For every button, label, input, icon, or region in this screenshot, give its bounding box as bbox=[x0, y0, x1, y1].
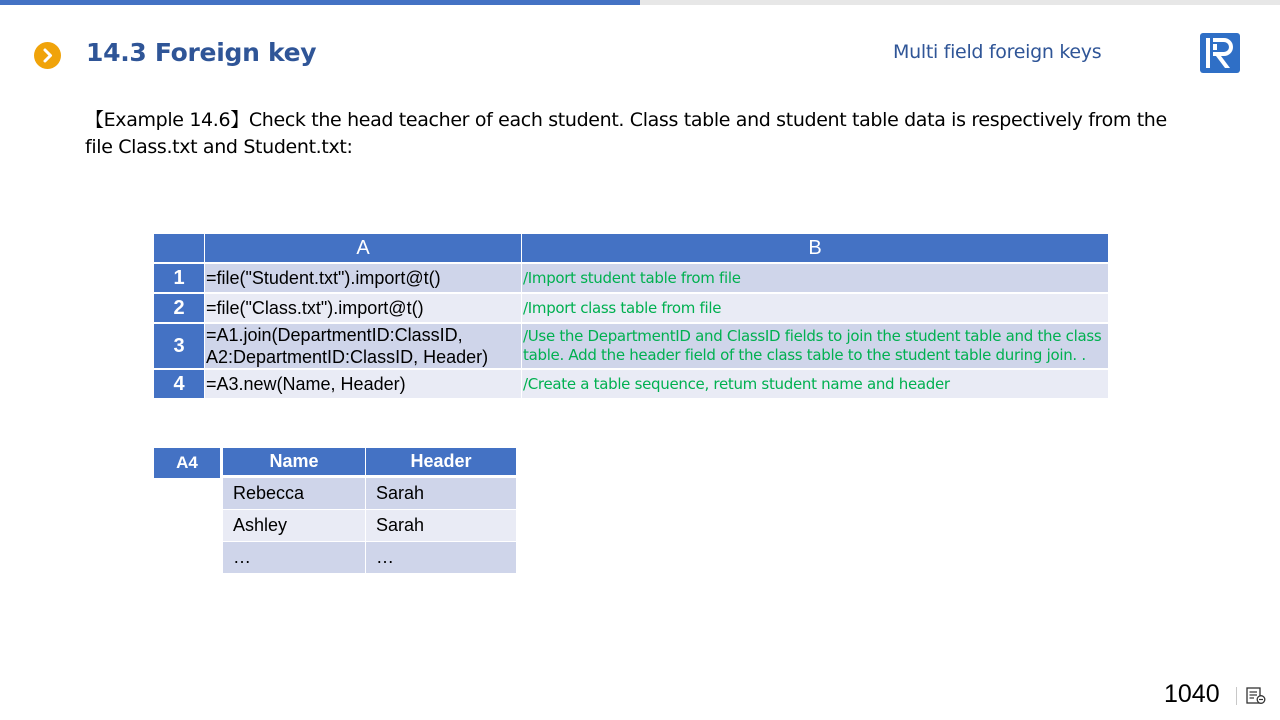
chevron-right-icon bbox=[34, 42, 61, 69]
progress-fill bbox=[0, 0, 640, 5]
result-header bbox=[223, 448, 517, 478]
row-number: 2 bbox=[154, 294, 205, 324]
example-description: 【Example 14.6】Check the head teacher of each student. Class table and student table data is respectively from the file Class.txt and Student.txt: bbox=[85, 109, 1167, 158]
page-title: 14.3 Foreign key bbox=[86, 38, 317, 67]
section-subtitle: Multi field foreign keys bbox=[893, 41, 1102, 63]
comment-cell: /Import student table from file bbox=[522, 264, 1109, 294]
code-row bbox=[154, 294, 1109, 324]
name-cell: Rebecca bbox=[223, 478, 366, 510]
table-row bbox=[223, 510, 517, 542]
column-header-name: Name bbox=[223, 448, 366, 478]
corner-cell bbox=[154, 234, 205, 264]
code-row bbox=[154, 370, 1109, 400]
result-table bbox=[223, 448, 517, 574]
comment-cell: /Use the DepartmentID and ClassID fields to join the student table and the class table. Add the header field of the class table to the student table during join. . bbox=[522, 324, 1109, 370]
table-row bbox=[223, 478, 517, 510]
name-cell: Ashley bbox=[223, 510, 366, 542]
column-header-b: B bbox=[522, 234, 1109, 264]
code-grid bbox=[154, 234, 1109, 400]
table-row bbox=[223, 542, 517, 574]
code-row bbox=[154, 264, 1109, 294]
progress-track bbox=[0, 0, 1280, 5]
comment-cell: /Import class table from file bbox=[522, 294, 1109, 324]
name-cell: … bbox=[223, 542, 366, 574]
row-number: 4 bbox=[154, 370, 205, 400]
page-number: 1040 bbox=[1164, 680, 1220, 708]
logo-icon bbox=[1199, 32, 1241, 74]
row-number: 1 bbox=[154, 264, 205, 294]
footer-divider bbox=[1236, 687, 1237, 705]
header-cell: … bbox=[366, 542, 517, 574]
code-cell: =A3.new(Name, Header) bbox=[205, 370, 522, 400]
row-number: 3 bbox=[154, 324, 205, 370]
column-header-a: A bbox=[205, 234, 522, 264]
header-cell: Sarah bbox=[366, 510, 517, 542]
comment-cell: /Create a table sequence, retum student name and header bbox=[522, 370, 1109, 400]
code-cell: =A1.join(DepartmentID:ClassID, A2:DepartmentID:ClassID, Header) bbox=[205, 324, 522, 370]
code-grid-header bbox=[154, 234, 1109, 264]
result-cell-label: A4 bbox=[154, 448, 220, 478]
column-header-header: Header bbox=[366, 448, 517, 478]
code-cell: =file("Student.txt").import@t() bbox=[205, 264, 522, 294]
slide-view-icon[interactable] bbox=[1246, 687, 1266, 705]
code-cell: =file("Class.txt").import@t() bbox=[205, 294, 522, 324]
code-row bbox=[154, 324, 1109, 370]
header-cell: Sarah bbox=[366, 478, 517, 510]
